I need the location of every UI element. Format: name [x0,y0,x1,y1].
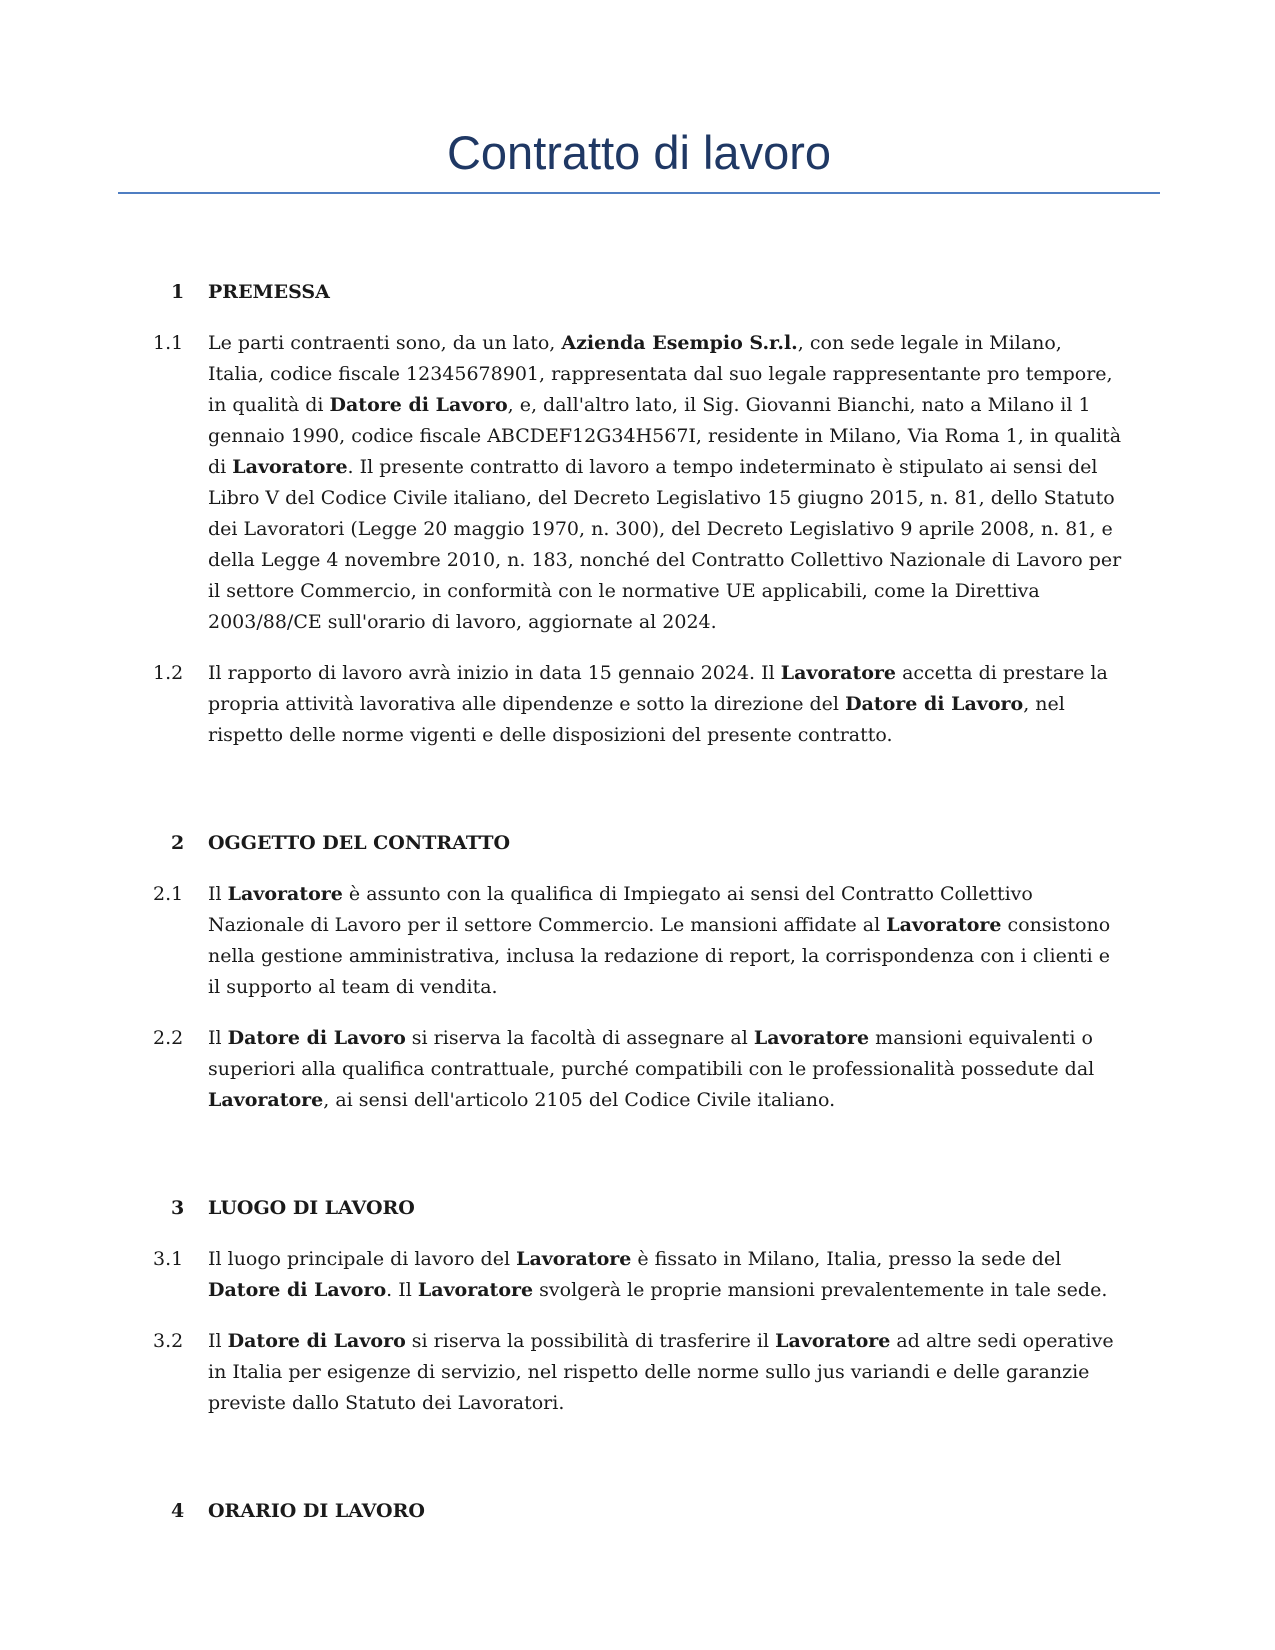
bold-term: Lavoratore [417,1279,534,1301]
section-heading [0,827,1275,859]
bold-term: Datore di Lavoro [329,394,508,416]
clause-number: 3.2 [153,1330,184,1352]
clause [0,1023,1275,1116]
section-heading [0,1192,1275,1224]
bold-term: Lavoratore [516,1248,632,1270]
clause-number: 2.1 [153,883,184,905]
clause [0,328,1275,638]
text-run: si riserva la possibilità di trasferire il [405,1330,776,1352]
section-title: PREMESSA [208,281,330,303]
text-run: , ai sensi dell'articolo 2105 del Codice Civile italiano. [323,1089,836,1111]
text-run: , con sede legale in Milano, Italia, codice fiscale 12345678901, rappresentata dal suo legale rappresentante pro tempore, in qualità di [208,332,1113,416]
text-run: , nel rispetto delle norme vigenti e delle disposizioni del presente contratto. [208,693,1065,746]
bold-term: Lavoratore [753,1027,870,1049]
text-run: si riserva la facoltà di assegnare al [405,1027,754,1049]
bold-term: Lavoratore [227,883,343,905]
clause-text [208,328,1123,638]
bold-term: Lavoratore [232,456,348,478]
clause [0,1326,1275,1419]
text-run: consistono nella gestione amministrativa, inclusa la redazione di report, la corrispondenza con i clienti e il supporto al team di vendita. [208,914,1111,998]
clause-text [208,1244,1123,1306]
section [0,276,1275,751]
title-underline [118,192,1160,194]
section-gap [0,771,1275,827]
bold-term: Lavoratore [775,1330,891,1352]
text-run: Il [208,1330,228,1352]
section-number: 2 [171,832,185,854]
text-run: accetta di prestare la propria attività lavorativa alle dipendenze e sotto la direzione del [208,662,1108,715]
clause [0,658,1275,751]
text-run: Le parti contraenti sono, da un lato, [208,332,562,354]
section-number: 3 [171,1197,185,1219]
text-run: . Il presente contratto di lavoro a tempo indeterminato è stipulato ai sensi del Libro V del Codice Civile italiano, del Decreto Legislativo 15 giugno 2015, n. 81, dello Statuto dei Lavoratori (Legge 20 maggio 1970, n. 300), del Decreto Legislativo 9 aprile 2008, n. 81, e della Legge 4 novembre 2010, n. 183, nonché del Contratto Collettivo Nazionale di Lavoro per il settore Commercio, in conformità con le normative UE applicabili, come la Direttiva 2003/88/CE sull'orario di lavoro, aggiornate al 2024. [208,456,1122,633]
clause [0,1244,1275,1306]
text-run: è fissato in Milano, Italia, presso la sede del [631,1248,1062,1270]
section [0,1495,1275,1527]
clause-text [208,1326,1123,1419]
section [0,827,1275,1116]
section-number: 1 [171,281,185,303]
bold-term: Datore di Lavoro [845,693,1024,715]
clause-number: 3.1 [153,1248,184,1270]
text-run: Il [208,1027,228,1049]
text-run: svolgerà le proprie mansioni prevalentemente in tale sede. [533,1279,1108,1301]
section-heading [0,1495,1275,1527]
text-run: Il rapporto di lavoro avrà inizio in data 15 gennaio 2024. Il [208,662,781,684]
clause-text [208,1023,1123,1116]
bold-term: Datore di Lavoro [227,1027,406,1049]
section-heading [0,276,1275,308]
document-body [0,276,1275,1547]
bold-term: Azienda Esempio S.r.l. [561,332,798,354]
section-number: 4 [171,1500,185,1522]
text-run: Il [208,883,228,905]
section-title: ORARIO DI LAVORO [208,1500,425,1522]
text-run: mansioni equivalenti o superiori alla qualifica contrattuale, purché compatibili con le professionalità possedute dal [208,1027,1095,1080]
clause-number: 2.2 [153,1027,184,1049]
text-run: ad altre sedi operative in Italia per esigenze di servizio, nel rispetto delle norme sullo jus variandi e delle garanzie previste dallo Statuto dei Lavoratori. [208,1330,1114,1414]
section-gap [0,1439,1275,1495]
clause-text [208,658,1123,751]
clause [0,879,1275,1003]
text-run: . Il [386,1279,418,1301]
bold-term: Lavoratore [208,1089,324,1111]
section [0,1192,1275,1419]
clause-number: 1.1 [153,332,184,354]
text-run: Il luogo principale di lavoro del [208,1248,517,1270]
bold-term: Lavoratore [780,662,897,684]
bold-term: Lavoratore [886,914,1002,936]
section-title: LUOGO DI LAVORO [208,1197,415,1219]
text-run: , e, dall'altro lato, il Sig. Giovanni Bianchi, nato a Milano il 1 gennaio 1990, codice fiscale ABCDEF12G34H567I, residente in Milano, Via Roma 1, in qualità di [208,394,1122,478]
section-title: OGGETTO DEL CONTRATTO [208,832,511,854]
bold-term: Datore di Lavoro [227,1330,406,1352]
section-gap [0,1136,1275,1192]
clause-number: 1.2 [153,662,184,684]
clause-text [208,879,1123,1003]
bold-term: Datore di Lavoro [208,1279,387,1301]
document-title: Contratto di lavoro [446,126,832,179]
text-run: è assunto con la qualifica di Impiegato ai sensi del Contratto Collettivo Nazionale di Lavoro per il settore Commercio. Le mansioni affidate al [208,883,1033,936]
